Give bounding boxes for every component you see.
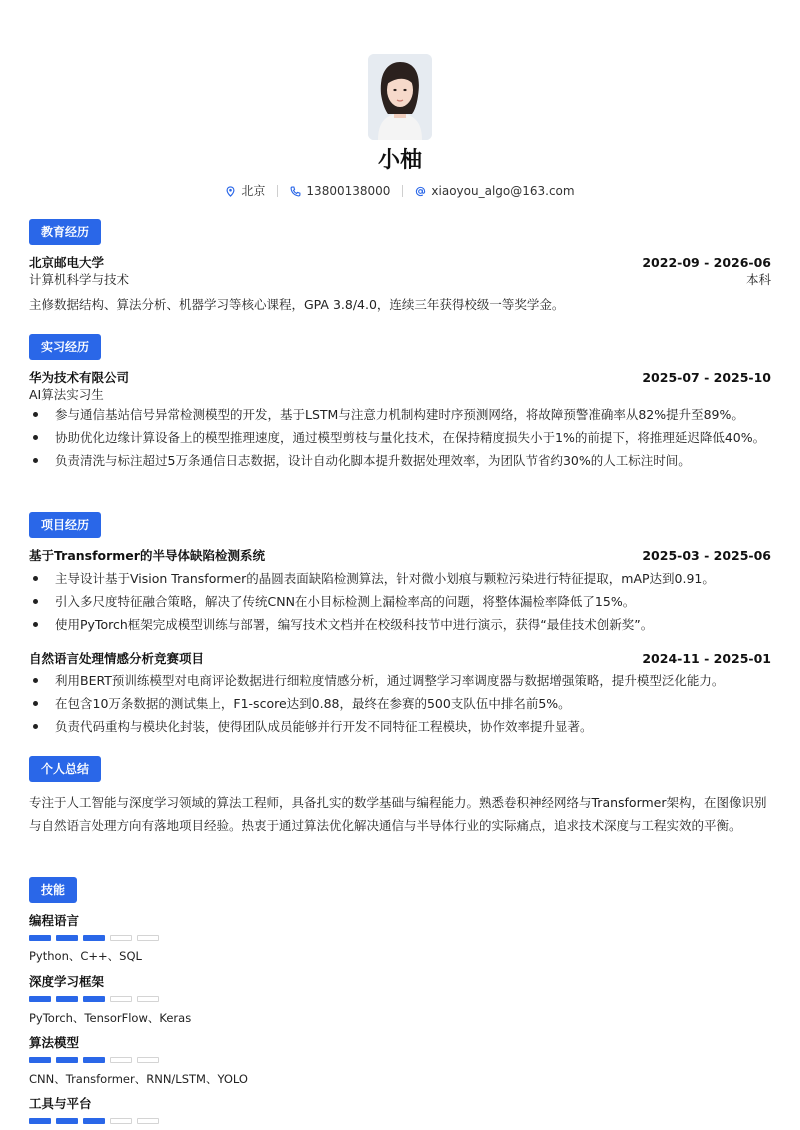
contact-phone[interactable] — [290, 182, 390, 200]
contact-divider — [277, 185, 278, 197]
list-item: 使用PyTorch框架完成模型训练与部署，编写技术文档并在校级科技节中进行演示，获得“最佳技术创新奖”。 — [29, 616, 771, 633]
internship-bullets — [29, 406, 771, 475]
list-item: 主导设计基于Vision Transformer的晶圆表面缺陷检测算法，针对微小划痕与颗粒污染进行特征提取，mAP达到0.91。 — [29, 570, 771, 587]
email-at-icon — [415, 186, 426, 197]
location-pin-icon — [225, 186, 236, 197]
summary-text: 专注于人工智能与深度学习领域的算法工程师，具备扎实的数学基础与编程能力。熟悉卷积神经网络与Transformer架构，在图像识别与自然语言处理方向有落地项目经验。热衷于通过算法优化解决通信与半导体行业的实际痛点，追求技术深度与工程实效的平衡。 — [29, 795, 767, 833]
candidate-name: 小柚 — [377, 148, 422, 173]
project-1-bullets — [29, 570, 771, 639]
contact-info — [0, 182, 800, 200]
skill-level-empty — [137, 935, 159, 941]
skill-level-filled — [29, 1118, 51, 1124]
skill-level-filled — [83, 935, 105, 941]
list-item: 利用BERT预训练模型对电商评论数据进行细粒度情感分析，通过调整学习率调度器与数据增强策略，提升模型泛化能力。 — [29, 672, 771, 689]
location-text: 北京 — [241, 184, 266, 198]
section-internship-title: 实习经历 — [29, 334, 101, 360]
skill-1-title: 编程语言 — [29, 913, 80, 928]
skill-level-empty — [137, 1057, 159, 1063]
contact-email[interactable] — [415, 182, 574, 200]
skill-level-filled — [29, 935, 51, 941]
skill-level-filled — [83, 996, 105, 1002]
project-2-bullets — [29, 672, 771, 741]
section-summary-title: 个人总结 — [29, 756, 101, 782]
profile-photo — [368, 54, 432, 140]
list-item: 参与通信基站信号异常检测模型的开发，基于LSTM与注意力机制构建时序预测网络，将故障预警准确率从82%提升至89%。 — [29, 406, 771, 423]
skill-level-empty — [110, 1118, 132, 1124]
company-name: 华为技术有限公司 — [29, 370, 130, 385]
skill-2-title: 深度学习框架 — [29, 974, 105, 989]
project-2-name: 自然语言处理情感分析竞赛项目 — [29, 651, 205, 666]
skill-level-filled — [83, 1118, 105, 1124]
skill-level-filled — [56, 1057, 78, 1063]
skill-level-filled — [56, 996, 78, 1002]
skill-level-empty — [110, 996, 132, 1002]
skill-1-items: Python、C++、SQL — [29, 949, 142, 963]
project-1-period: 2025-03 - 2025-06 — [642, 548, 771, 563]
education-period: 2022-09 - 2026-06 — [642, 255, 771, 270]
skill-level-bar — [29, 996, 159, 1002]
major-name: 计算机科学与技术 — [29, 272, 130, 287]
degree-name: 本科 — [745, 272, 771, 287]
project-2-header-row — [29, 650, 771, 667]
education-sub-row — [29, 271, 771, 288]
section-skills-title: 技能 — [29, 877, 77, 903]
school-name: 北京邮电大学 — [29, 255, 105, 270]
project-1-header-row — [29, 547, 771, 564]
skill-level-filled — [29, 996, 51, 1002]
contact-divider — [402, 185, 403, 197]
skill-2-items: PyTorch、TensorFlow、Keras — [29, 1011, 192, 1025]
skill-level-empty — [137, 996, 159, 1002]
phone-icon — [290, 186, 301, 197]
internship-header-row — [29, 369, 771, 386]
skill-3-items: CNN、Transformer、RNN/LSTM、YOLO — [29, 1072, 248, 1086]
project-2-period: 2024-11 - 2025-01 — [642, 651, 771, 666]
education-description: 主修数据结构、算法分析、机器学习等核心课程，GPA 3.8/4.0，连续三年获得校级一等奖学金。 — [29, 297, 565, 312]
skill-level-bar — [29, 1118, 159, 1124]
skill-level-bar — [29, 935, 159, 941]
list-item: 在包含10万条数据的测试集上，F1-score达到0.88，最终在参赛的500支队伍中排名前5%。 — [29, 695, 771, 712]
internship-role: AI算法实习生 — [29, 387, 104, 402]
skill-3-title: 算法模型 — [29, 1035, 80, 1050]
list-item: 引入多尺度特征融合策略，解决了传统CNN在小目标检测上漏检率高的问题，将整体漏检率降低了15%。 — [29, 593, 771, 610]
skill-level-empty — [137, 1118, 159, 1124]
skill-level-empty — [110, 935, 132, 941]
skill-level-filled — [56, 935, 78, 941]
skill-level-filled — [56, 1118, 78, 1124]
skill-level-bar — [29, 1057, 159, 1063]
list-item: 协助优化边缘计算设备上的模型推理速度，通过模型剪枝与量化技术，在保持精度损失小于1%的前提下，将推理延迟降低40%。 — [29, 429, 771, 446]
section-education-title: 教育经历 — [29, 219, 101, 245]
list-item: 负责代码重构与模块化封装，使得团队成员能够并行开发不同特征工程模块，协作效率提升显著。 — [29, 718, 771, 735]
skill-level-empty — [110, 1057, 132, 1063]
project-1-name: 基于Transformer的半导体缺陷检测系统 — [29, 548, 265, 563]
internship-role-row — [29, 386, 771, 403]
phone-text: 13800138000 — [306, 184, 391, 198]
skill-level-filled — [29, 1057, 51, 1063]
education-header-row — [29, 254, 771, 271]
list-item: 负责清洗与标注超过5万条通信日志数据，设计自动化脚本提升数据处理效率，为团队节省约30%的人工标注时间。 — [29, 452, 771, 469]
contact-location — [225, 182, 265, 200]
section-projects-title: 项目经历 — [29, 512, 101, 538]
internship-period: 2025-07 - 2025-10 — [642, 370, 771, 385]
skill-level-filled — [83, 1057, 105, 1063]
email-text: xiaoyou_algo@163.com — [431, 184, 575, 198]
skill-4-title: 工具与平台 — [29, 1096, 92, 1111]
